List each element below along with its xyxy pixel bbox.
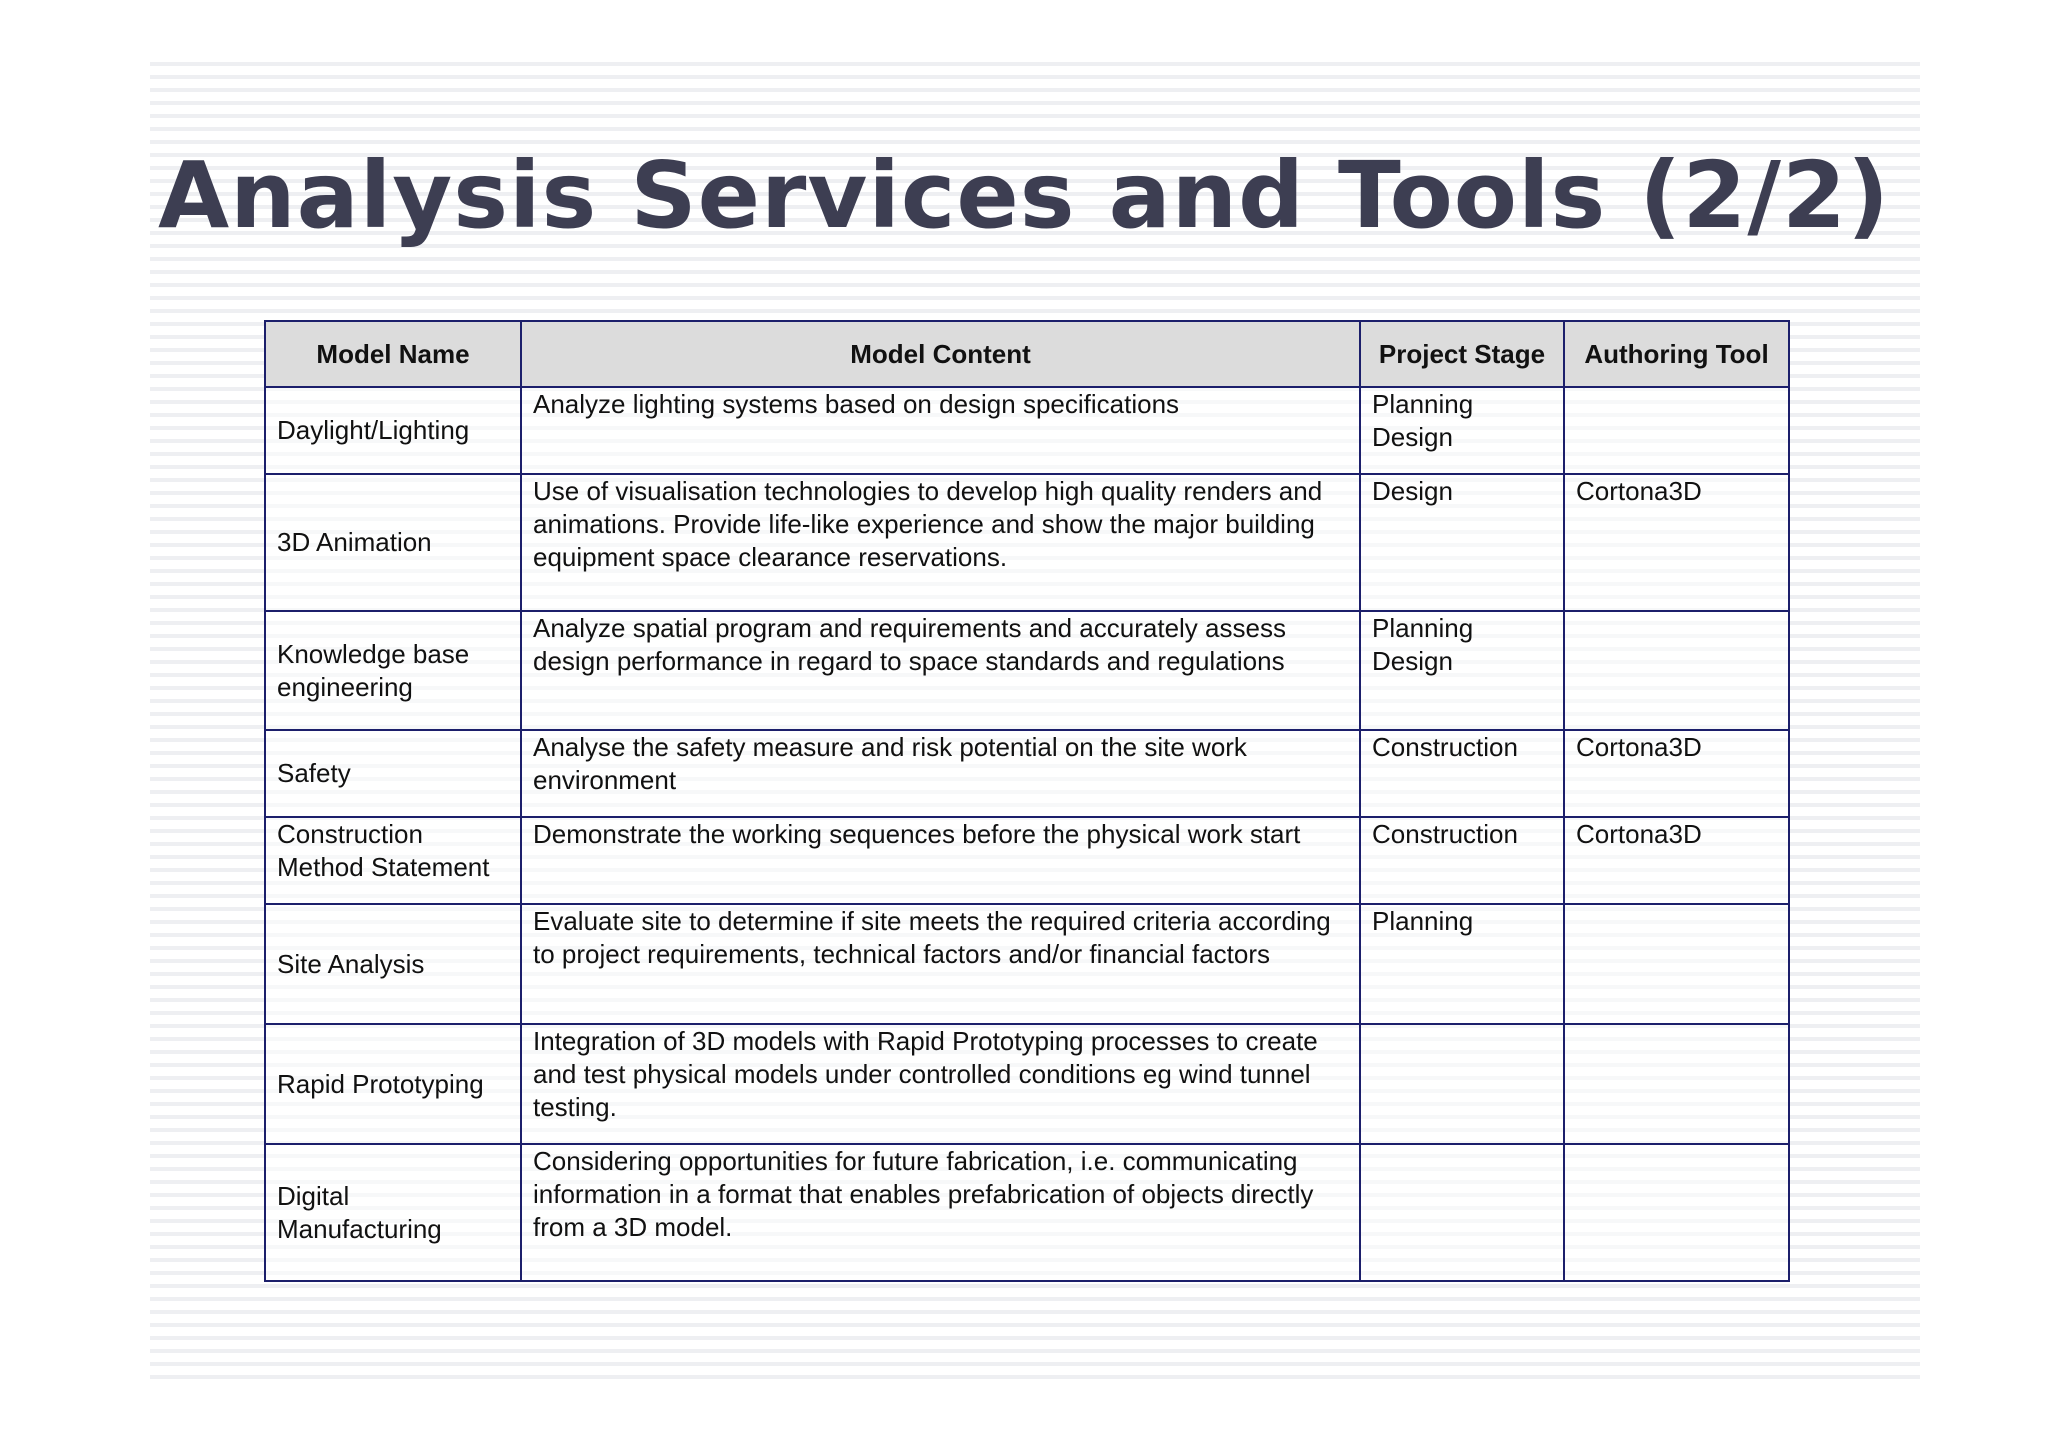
authoring-tool-cell: Cortona3D (1564, 730, 1789, 817)
model-content-cell: Considering opportunities for future fabrication, i.e. communicating information in a format that enables prefabrication of objects directly from a 3D model. (521, 1144, 1360, 1281)
authoring-tool-cell: Cortona3D (1564, 817, 1789, 904)
project-stage-cell (1360, 1024, 1564, 1144)
authoring-tool-cell (1564, 1144, 1789, 1281)
model-name-cell: Digital Manufacturing (265, 1144, 521, 1281)
model-content-cell: Analyse the safety measure and risk potential on the site work environment (521, 730, 1360, 817)
table-row (265, 1024, 1789, 1144)
authoring-tool-cell (1564, 611, 1789, 730)
table-row (265, 730, 1789, 817)
authoring-tool-cell (1564, 387, 1789, 474)
stage-line: Design (1372, 646, 1453, 676)
model-name-cell: Rapid Prototyping (265, 1024, 521, 1144)
stage-line: Planning (1372, 389, 1474, 419)
model-content-cell: Evaluate site to determine if site meets the required criteria according to project requirements, technical factors and/or financial factors (521, 904, 1360, 1024)
page-title: Analysis Services and Tools (2/2) (157, 142, 1891, 249)
table-row (265, 1144, 1789, 1281)
authoring-tool-cell (1564, 904, 1789, 1024)
model-content-cell: Use of visualisation technologies to develop high quality renders and animations. Provide life-like experience and show the major building equipment space clearance reservations. (521, 474, 1360, 611)
table-row (265, 611, 1789, 730)
model-name-cell: Construction Method Statement (265, 817, 521, 904)
table-row (265, 817, 1789, 904)
header-model-content: Model Content (521, 321, 1360, 387)
model-content-cell: Analyze lighting systems based on design specifications (521, 387, 1360, 474)
model-name-cell: Daylight/Lighting (265, 387, 521, 474)
model-name-cell: 3D Animation (265, 474, 521, 611)
model-content-cell: Analyze spatial program and requirements and accurately assess design performance in regard to space standards and regulations (521, 611, 1360, 730)
model-name-cell: Safety (265, 730, 521, 817)
model-name-cell: Site Analysis (265, 904, 521, 1024)
header-authoring-tool: Authoring Tool (1564, 321, 1789, 387)
stage-line: Planning (1372, 613, 1474, 643)
model-name-cell: Knowledge base engineering (265, 611, 521, 730)
model-content-cell: Integration of 3D models with Rapid Prototyping processes to create and test physical models under controlled conditions eg wind tunnel testing. (521, 1024, 1360, 1144)
authoring-tool-cell (1564, 1024, 1789, 1144)
project-stage-cell (1360, 1144, 1564, 1281)
project-stage-cell: Planning (1360, 904, 1564, 1024)
stage-line: Design (1372, 422, 1453, 452)
header-project-stage: Project Stage (1360, 321, 1564, 387)
table-row (265, 474, 1789, 611)
project-stage-cell (1360, 611, 1564, 730)
header-model-name: Model Name (265, 321, 521, 387)
table-row (265, 387, 1789, 474)
project-stage-cell (1360, 387, 1564, 474)
project-stage-cell: Design (1360, 474, 1564, 611)
table-row (265, 904, 1789, 1024)
table-header-row (265, 321, 1789, 387)
project-stage-cell: Construction (1360, 730, 1564, 817)
authoring-tool-cell: Cortona3D (1564, 474, 1789, 611)
analysis-tools-table (264, 320, 1790, 1282)
model-content-cell: Demonstrate the working sequences before the physical work start (521, 817, 1360, 904)
project-stage-cell: Construction (1360, 817, 1564, 904)
